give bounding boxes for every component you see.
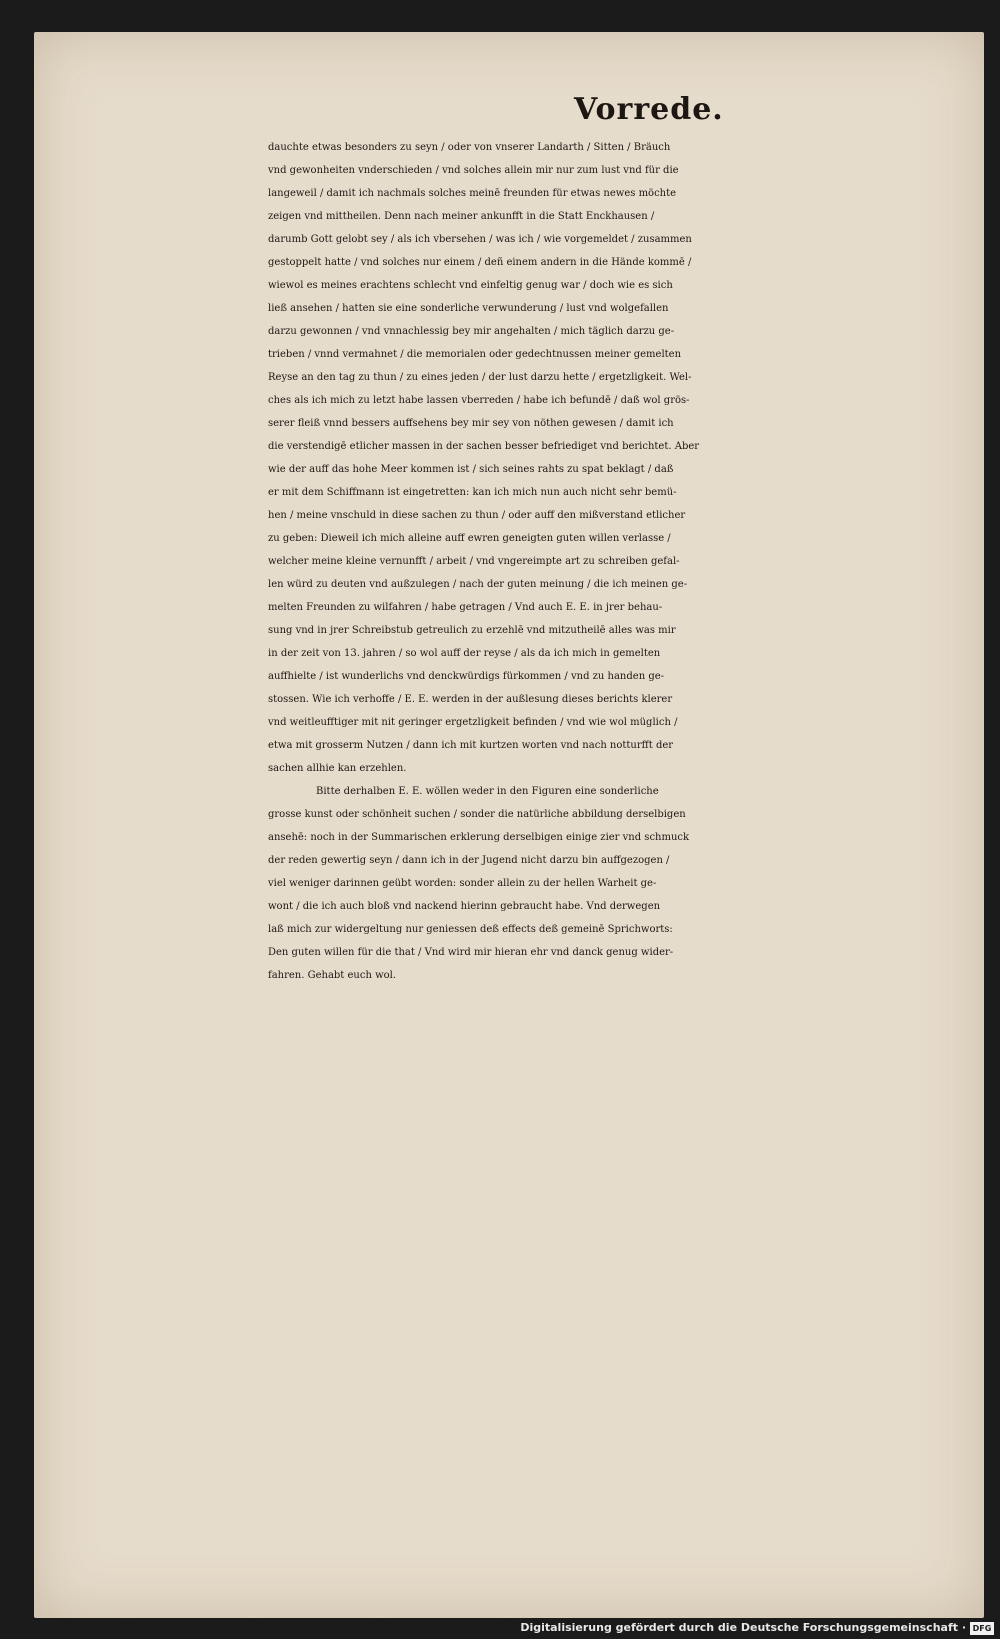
text-line: hen / meine vnschuld in diese sachen zu thun / oder auff den mißverstand etlicher <box>268 510 686 521</box>
footer-bar <box>0 1619 1000 1639</box>
text-line: Den guten willen für die that / Vnd wird mir hieran ehr vnd danck genug wider- <box>268 947 674 958</box>
text-line: Bitte derhalben E. E. wöllen weder in den Figuren eine sonderliche <box>316 786 659 797</box>
text-line: sachen allhie kan erzehlen. <box>268 763 407 774</box>
text-line: er mit dem Schiffmann ist eingetretten: kan ich mich nun auch nicht sehr bemü- <box>268 487 677 498</box>
text-line: darumb Gott gelobt sey / als ich vbersehen / was ich / wie vorgemeldet / zusammen <box>268 234 692 245</box>
text-line: trieben / vnnd vermahnet / die memorialen oder gedechtnussen meiner gemelten <box>268 349 682 360</box>
text-line: len würd zu deuten vnd außzulegen / nach der guten meinung / die ich meinen ge- <box>268 579 688 590</box>
text-line: welcher meine kleine vernunfft / arbeit / vnd vngereimpte art zu schreiben gefal- <box>268 556 680 567</box>
text-line: wie der auff das hohe Meer kommen ist / sich seines rahts zu spat beklagt / daß <box>268 464 674 475</box>
text-line: laß mich zur widergeltung nur geniessen deß effects deß gemeinē Sprichworts: <box>268 924 673 935</box>
text-line: ches als ich mich zu letzt habe lassen vberreden / habe ich befundē / daß wol grös- <box>268 395 690 406</box>
text-line: serer fleiß vnnd bessers auffsehens bey mir sey von nöthen gewesen / damit ich <box>268 418 674 429</box>
dfg-logo: DFG <box>970 1622 994 1635</box>
text-line: in der zeit von 13. jahren / so wol auff der reyse / als da ich mich in gemelten <box>268 648 661 659</box>
text-line: zu geben: Dieweil ich mich alleine auff ewren geneigten guten willen verlasse / <box>268 533 671 544</box>
text-line: wont / die ich auch bloß vnd nackend hierinn gebraucht habe. Vnd derwegen <box>268 901 661 912</box>
text-line: viel weniger darinnen geübt worden: sonder allein zu der hellen Warheit ge- <box>268 878 657 889</box>
text-line: fahren. Gehabt euch wol. <box>268 970 397 981</box>
text-line: die verstendigē etlicher massen in der sachen besser befriediget vnd berichtet. Aber <box>268 441 700 452</box>
text-line: zeigen vnd mittheilen. Denn nach meiner ankunfft in die Statt Enckhausen / <box>268 211 655 222</box>
text-line: grosse kunst oder schönheit suchen / sonder die natürliche abbildung derselbigen <box>268 809 686 820</box>
text-line: ließ ansehen / hatten sie eine sonderliche verwunderung / lust vnd wolgefallen <box>268 303 669 314</box>
text-line: sung vnd in jrer Schreibstub getreulich zu erzehlē vnd mitzutheilē alles was mir <box>268 625 676 636</box>
text-line: vnd weitleufftiger mit nit geringer ergetzligkeit befinden / vnd wie wol müglich / <box>268 717 678 728</box>
text-line: ansehē: noch in der Summarischen erklerung derselbigen einige zier vnd schmuck <box>268 832 690 843</box>
text-line: langeweil / damit ich nachmals solches meinē freunden für etwas newes möchte <box>268 188 677 199</box>
text-line: etwa mit grosserm Nutzen / dann ich mit kurtzen worten vnd nach notturfft der <box>268 740 674 751</box>
body-text <box>268 136 968 987</box>
text-line: Reyse an den tag zu thun / zu eines jeden / der lust darzu hette / ergetzligkeit. Wel- <box>268 372 692 383</box>
text-line: melten Freunden zu wilfahren / habe getragen / Vnd auch E. E. in jrer behau- <box>268 602 663 613</box>
funding-notice: Digitalisierung gefördert durch die Deutsche Forschungsgemeinschaft · <box>520 1621 966 1634</box>
text-line: gestoppelt hatte / vnd solches nur einem / deñ einem andern in die Hände kommē / <box>268 257 692 268</box>
text-line: vnd gewonheiten vnderschieden / vnd solches allein mir nur zum lust vnd für die <box>268 165 679 176</box>
text-line: darzu gewonnen / vnd vnnachlessig bey mir angehalten / mich täglich darzu ge- <box>268 326 675 337</box>
text-line: der reden gewertig seyn / dann ich in der Jugend nicht darzu bin auffgezogen / <box>268 855 670 866</box>
running-head: Vorrede. <box>574 92 724 127</box>
text-line: wiewol es meines erachtens schlecht vnd einfeltig genug war / doch wie es sich <box>268 280 673 291</box>
text-line: stossen. Wie ich verhoffe / E. E. werden in der außlesung dieses berichts klerer <box>268 694 673 705</box>
text-line: dauchte etwas besonders zu seyn / oder von vnserer Landarth / Sitten / Bräuch <box>268 142 671 153</box>
text-line: auffhielte / ist wunderlichs vnd denckwürdigs fürkommen / vnd zu handen ge- <box>268 671 665 682</box>
